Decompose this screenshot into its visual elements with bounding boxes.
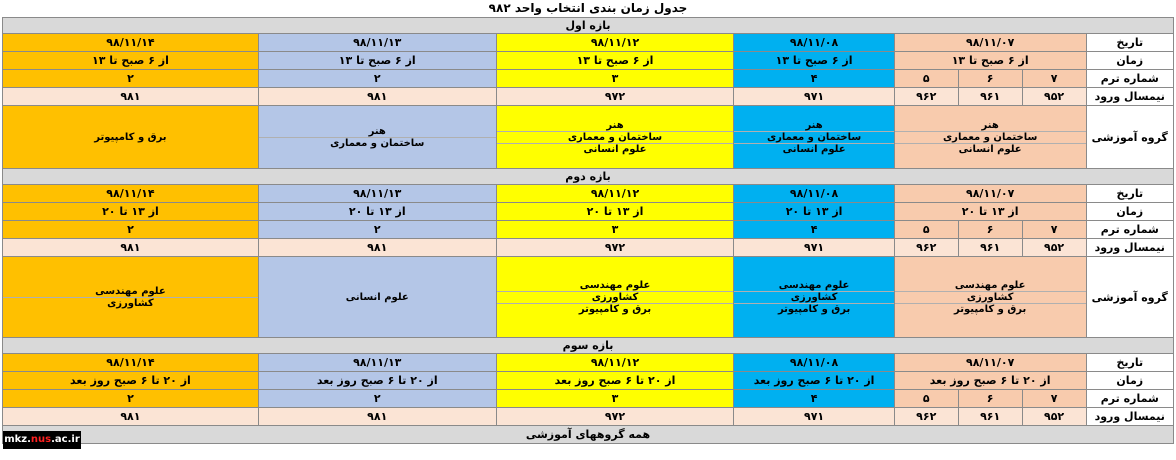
term-row xyxy=(3,390,1174,408)
term-cell: ۳ xyxy=(496,390,734,408)
term-row xyxy=(3,70,1174,88)
term-cell: ۲ xyxy=(258,221,496,239)
time-label: زمان xyxy=(1086,372,1173,390)
entry-cell: ۹۷۲ xyxy=(496,239,734,257)
date-label: تاریخ xyxy=(1086,185,1173,203)
group-name: کشاورزی xyxy=(895,292,1086,304)
date-row xyxy=(3,185,1174,203)
time-cell: از ۱۳ تا ۲۰ xyxy=(496,203,734,221)
term-cell: ۵ xyxy=(894,390,958,408)
term-cell: ۶ xyxy=(958,70,1022,88)
group-cell xyxy=(3,106,259,169)
term-cell: ۲ xyxy=(3,221,259,239)
term-cell: ۷ xyxy=(1022,221,1086,239)
group-row xyxy=(3,106,1174,169)
date-cell: ۹۸/۱۱/۱۴ xyxy=(3,354,259,372)
entry-row xyxy=(3,88,1174,106)
group-name: برق و کامپیوتر xyxy=(777,303,851,315)
time-cell: از ۲۰ تا ۶ صبح روز بعد xyxy=(734,372,894,390)
term-row xyxy=(3,221,1174,239)
entry-cell: ۹۷۱ xyxy=(734,239,894,257)
date-cell: ۹۸/۱۱/۰۷ xyxy=(894,185,1086,203)
entry-cell: ۹۶۲ xyxy=(894,408,958,426)
date-cell: ۹۸/۱۱/۰۸ xyxy=(734,185,894,203)
date-cell: ۹۸/۱۱/۰۸ xyxy=(734,354,894,372)
logo-suffix: .ac.ir xyxy=(51,434,80,445)
date-cell: ۹۸/۱۱/۰۷ xyxy=(894,34,1086,52)
group-cell xyxy=(496,257,734,338)
term-cell: ۶ xyxy=(958,221,1022,239)
date-cell: ۹۸/۱۱/۰۸ xyxy=(734,34,894,52)
group-cell xyxy=(734,106,894,169)
group-name: علوم مهندسی xyxy=(734,280,893,292)
entry-cell: ۹۶۱ xyxy=(958,88,1022,106)
term-cell: ۲ xyxy=(258,70,496,88)
date-cell: ۹۸/۱۱/۱۴ xyxy=(3,34,259,52)
term-cell: ۴ xyxy=(734,221,894,239)
time-label: زمان xyxy=(1086,203,1173,221)
time-label: زمان xyxy=(1086,52,1173,70)
term-cell: ۲ xyxy=(258,390,496,408)
term-cell: ۲ xyxy=(3,70,259,88)
entry-row xyxy=(3,239,1174,257)
group-name: علوم انسانی xyxy=(583,143,647,155)
group-cell xyxy=(496,106,734,169)
group-name: علوم انسانی xyxy=(958,143,1022,155)
group-name: ساختمان و معماری xyxy=(734,132,893,144)
group-name: برق و کامپیوتر xyxy=(94,131,167,143)
logo-brand: nus xyxy=(30,434,52,445)
entry-cell: ۹۸۱ xyxy=(258,408,496,426)
entry-cell: ۹۶۱ xyxy=(958,408,1022,426)
term-label: شماره ترم xyxy=(1086,221,1173,239)
period-3-header: بازه سوم xyxy=(3,338,1174,354)
entry-cell: ۹۵۲ xyxy=(1022,88,1086,106)
logo-prefix: mkz. xyxy=(4,434,31,445)
time-cell: از ۱۳ تا ۲۰ xyxy=(258,203,496,221)
time-cell: از ۶ صبح تا ۱۳ xyxy=(496,52,734,70)
group-name: ساختمان و معماری xyxy=(497,132,734,144)
term-cell: ۴ xyxy=(734,70,894,88)
time-cell: از ۱۳ تا ۲۰ xyxy=(3,203,259,221)
entry-cell: ۹۸۱ xyxy=(3,408,259,426)
term-cell: ۳ xyxy=(496,70,734,88)
site-logo[interactable] xyxy=(3,431,81,449)
group-cell xyxy=(258,106,496,169)
group-name: کشاورزی xyxy=(107,297,154,309)
entry-cell: ۹۷۲ xyxy=(496,88,734,106)
date-cell: ۹۸/۱۱/۱۲ xyxy=(496,185,734,203)
time-row xyxy=(3,52,1174,70)
time-cell: از ۱۳ تا ۲۰ xyxy=(734,203,894,221)
time-row xyxy=(3,203,1174,221)
group-cell xyxy=(3,257,259,338)
group-label: گروه آموزشی xyxy=(1086,106,1173,169)
term-cell: ۲ xyxy=(3,390,259,408)
group-name: علوم انسانی xyxy=(345,291,409,303)
entry-cell: ۹۸۱ xyxy=(3,88,259,106)
time-cell: از ۶ صبح تا ۱۳ xyxy=(258,52,496,70)
page-title: جدول زمان بندی انتخاب واحد ۹۸۲ xyxy=(488,1,688,15)
date-cell: ۹۸/۱۱/۱۳ xyxy=(258,34,496,52)
date-cell: ۹۸/۱۱/۱۲ xyxy=(496,34,734,52)
date-cell: ۹۸/۱۱/۱۲ xyxy=(496,354,734,372)
group-name: ساختمان و معماری xyxy=(330,137,425,149)
time-cell: از ۶ صبح تا ۱۳ xyxy=(3,52,259,70)
date-cell: ۹۸/۱۱/۱۳ xyxy=(258,354,496,372)
group-name: برق و کامپیوتر xyxy=(578,303,652,315)
entry-label: نیمسال ورود xyxy=(1086,239,1173,257)
all-groups-row: همه گروههای آموزشی xyxy=(3,426,1174,444)
term-cell: ۵ xyxy=(894,221,958,239)
term-cell: ۷ xyxy=(1022,390,1086,408)
time-cell: از ۲۰ تا ۶ صبح روز بعد xyxy=(496,372,734,390)
group-name: ساختمان و معماری xyxy=(895,132,1086,144)
date-row xyxy=(3,34,1174,52)
entry-cell: ۹۵۲ xyxy=(1022,239,1086,257)
time-cell: از ۲۰ تا ۶ صبح روز بعد xyxy=(258,372,496,390)
entry-cell: ۹۶۲ xyxy=(894,239,958,257)
term-cell: ۷ xyxy=(1022,70,1086,88)
schedule-table xyxy=(2,17,1174,444)
entry-cell: ۹۷۲ xyxy=(496,408,734,426)
group-row xyxy=(3,257,1174,338)
group-name: هنر xyxy=(497,120,734,132)
group-name: علوم انسانی xyxy=(782,143,846,155)
term-cell: ۴ xyxy=(734,390,894,408)
time-cell: از ۶ صبح تا ۱۳ xyxy=(894,52,1086,70)
term-label: شماره ترم xyxy=(1086,70,1173,88)
entry-cell: ۹۸۱ xyxy=(3,239,259,257)
time-row xyxy=(3,372,1174,390)
date-label: تاریخ xyxy=(1086,354,1173,372)
date-cell: ۹۸/۱۱/۱۳ xyxy=(258,185,496,203)
entry-cell: ۹۷۱ xyxy=(734,408,894,426)
date-cell: ۹۸/۱۱/۱۴ xyxy=(3,185,259,203)
group-name: علوم مهندسی xyxy=(895,280,1086,292)
group-name: علوم مهندسی xyxy=(3,286,258,298)
period-2-header: بازه دوم xyxy=(3,169,1174,185)
group-name: هنر xyxy=(734,120,893,132)
entry-label: نیمسال ورود xyxy=(1086,88,1173,106)
group-cell xyxy=(734,257,894,338)
group-name: کشاورزی xyxy=(497,292,734,304)
time-cell: از ۶ صبح تا ۱۳ xyxy=(734,52,894,70)
entry-cell: ۹۶۲ xyxy=(894,88,958,106)
group-name: هنر xyxy=(259,126,496,138)
date-row xyxy=(3,354,1174,372)
group-name: برق و کامپیوتر xyxy=(954,303,1027,315)
term-cell: ۶ xyxy=(958,390,1022,408)
group-cell xyxy=(894,257,1086,338)
time-cell: از ۲۰ تا ۶ صبح روز بعد xyxy=(894,372,1086,390)
date-cell: ۹۸/۱۱/۰۷ xyxy=(894,354,1086,372)
term-label: شماره ترم xyxy=(1086,390,1173,408)
group-label: گروه آموزشی xyxy=(1086,257,1173,338)
group-cell xyxy=(258,257,496,338)
entry-cell: ۹۶۱ xyxy=(958,239,1022,257)
time-cell: از ۲۰ تا ۶ صبح روز بعد xyxy=(3,372,259,390)
entry-label: نیمسال ورود xyxy=(1086,408,1173,426)
entry-cell: ۹۵۲ xyxy=(1022,408,1086,426)
term-cell: ۳ xyxy=(496,221,734,239)
date-label: تاریخ xyxy=(1086,34,1173,52)
group-name: علوم مهندسی xyxy=(497,280,734,292)
term-cell: ۵ xyxy=(894,70,958,88)
entry-row xyxy=(3,408,1174,426)
group-cell xyxy=(894,106,1086,169)
period-1-header: بازه اول xyxy=(3,18,1174,34)
entry-cell: ۹۷۱ xyxy=(734,88,894,106)
group-name: هنر xyxy=(895,120,1086,132)
entry-cell: ۹۸۱ xyxy=(258,88,496,106)
group-name: کشاورزی xyxy=(734,292,893,304)
entry-cell: ۹۸۱ xyxy=(258,239,496,257)
time-cell: از ۱۳ تا ۲۰ xyxy=(894,203,1086,221)
